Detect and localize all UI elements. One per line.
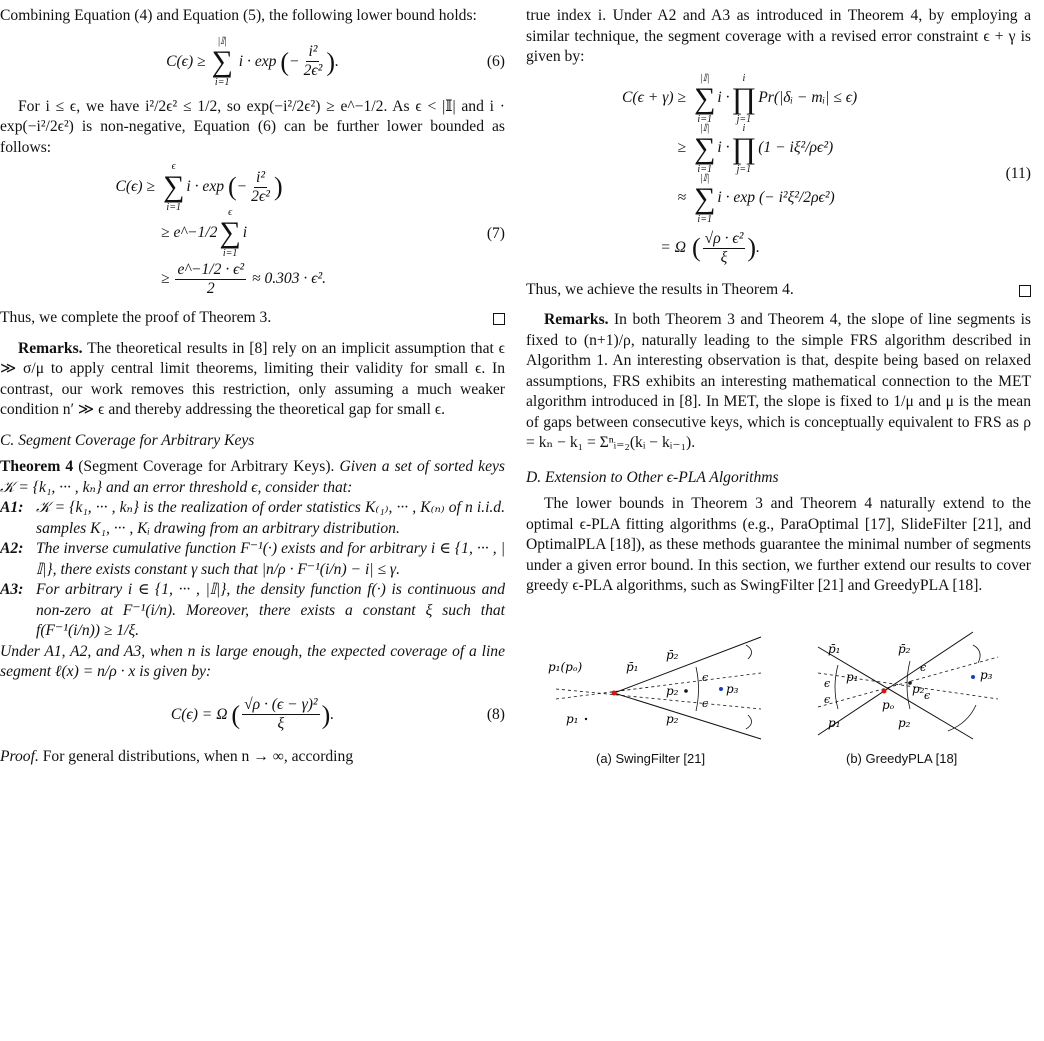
label-p3: p₃: [726, 681, 739, 696]
label-p2-under: p₂: [898, 715, 911, 730]
paragraph-extension: The lower bounds in Theorem 3 and Theorem 4 naturally extend to the optimal ϵ-PLA fitting algorithms (e.g., ParaOptimal [17], SlideFilter [21], and OptimalPLA [18]), as these methods guarantee the minimal number of segments under a given error bound. In this section, we further extend our results to cover greedy ϵ-PLA algorithms, such as SwingFilter [21] and GreedyPLA [18].: [526, 495, 1031, 594]
label-p2-under: p₂: [666, 711, 679, 726]
label-eps-3: ϵ: [920, 660, 927, 674]
label-p1: p₁: [846, 669, 859, 684]
figure-greedypla: [798, 627, 1028, 747]
equation-number: (11): [1005, 164, 1031, 182]
label-eps: ϵ: [824, 676, 831, 690]
equation-11: C(ϵ + γ) ≥ |𝕀| ∑ i=1 i · i ∏ j=1 Pr(|δᵢ − mᵢ| ≤ ϵ) ≥ |𝕀| ∑ i=1 i · i ∏ j=1 (1 − iξ²/ρϵ²) ≈ |𝕀| ∑ i=1 i · exp (− i²ξ²/2ρϵ²) = Ω ( $\frac{\text{√ρ · ϵ²}}{\xi}$ ) . (11): [622, 72, 1031, 266]
label-p1-under: p₁: [828, 715, 841, 730]
paragraph-remarks: Remarks. The theoretical results in [8] rely on an implicit assumption that ϵ ≫ σ/μ to apply central limit theorems, limiting their validity for small ϵ. In contrast, our work removes this restriction, only assuming a much weaker condition n′ ≫ ϵ and thereby addressing the theoretical gap for small ϵ.: [0, 339, 505, 418]
label-p1bar: p̄₁: [828, 641, 841, 656]
paragraph-under: Under A1, A2, and A3, when n is large enough, the expected coverage of a line segment ℓ(x) = n/ρ · x is given by:: [0, 642, 505, 680]
equation-number: (7): [486, 225, 505, 242]
figure-swingfilter: [546, 627, 786, 747]
caption-greedypla: (b) GreedyPLA [18]: [846, 750, 958, 766]
label-eps-4: ϵ: [924, 688, 931, 702]
qed-box: [1019, 285, 1031, 297]
section-heading-d: D. Extension to Other ϵ-PLA Algorithms: [526, 468, 779, 486]
assumption-a2: A2: The inverse cumulative function F⁻¹(·) exists and for arbitrary i ∈ {1, ··· , |𝕀|}, there exists constant γ such that |n/ρ · F⁻¹(i/n) − i| ≤ γ.: [0, 540, 505, 578]
label-p1bar: p̄₁: [626, 659, 639, 674]
label-eps-2: ϵ: [824, 692, 831, 706]
label-p1po: p₁(pₒ): [548, 659, 583, 674]
left-column: [0, 0, 505, 767]
theorem-4: Theorem 4 (Segment Coverage for Arbitrary Keys). Given a set of sorted keys 𝒦 = {k₁, ··· , kₙ} and an error threshold ϵ, consider that:: [0, 458, 505, 496]
paragraph-intro: Combining Equation (4) and Equation (5), the following lower bound holds:: [0, 7, 477, 24]
assumption-a1: A1: 𝒦 = {k₁, ··· , kₙ} is the realization of order statistics K₍₁₎, ··· , K₍ₙ₎ of n i.i.d. samples K₁, ··· , Kᵢ drawing from an arbitrary distribution.: [0, 499, 505, 537]
label-eps: ϵ: [702, 670, 709, 684]
paragraph-remarks-right: Remarks. In both Theorem 3 and Theorem 4, the slope of line segments is fixed to (n+1)/ρ, naturally leading to the simple FRS algorithm described in Algorithm 1. An interesting observation is that, despite being based on relaxed assumptions, FRS exhibits an interesting mathematical connection to the MET algorithm introduced in [8]. In MET, the slope is fixed to 1/μ and μ is the mean of gaps between consecutive keys, which is conceptually equivalent to FRS as ρ = kₙ − k₁ = Σⁿᵢ₌₂(kᵢ − kᵢ₋₁).: [526, 311, 1031, 451]
paragraph-proof: Proof. For general distributions, when n → ∞, according: [0, 747, 354, 765]
paragraph-achieve: Thus, we achieve the results in Theorem 4.: [526, 280, 1031, 301]
label-p2bar: p̄₂: [666, 647, 679, 662]
equation-8: C(ϵ) = Ω ( $\frac{\text{√ρ · (ϵ − γ)²}}{\xi}$ ). (8): [0, 687, 505, 743]
label-p2bar: p̄₂: [898, 641, 911, 656]
paragraph-bound: For i ≤ ϵ, we have i²/2ϵ² ≤ 1/2, so exp(−i²/2ϵ²) ≥ e^−1/2. As ϵ < |𝕀| and i · exp(−i²/2ϵ²) is non-negative, Equation (6) can be further lower bounded as follows:: [0, 97, 505, 156]
caption-swingfilter: (a) SwingFilter [21]: [596, 750, 706, 766]
paragraph-top: true index i. Under A2 and A3 as introduced in Theorem 4, by employing a similar technique, the segment coverage with a revised error constraint ϵ + γ is given by:: [526, 7, 1031, 65]
label-p2: p₂: [666, 683, 679, 698]
equation-7: C(ϵ) ≥ ϵ ∑ i=1 i · exp ( − $\frac{\text{i²}}{\text{2ϵ²}}$ ) ≥ e^−1/2 ϵ ∑ i=1 i ≥ $\frac{\text{e\textasciicircum{}−1/2 · ϵ²}}{2}$ ≈ 0.303 · ϵ². (7): [115, 161, 505, 297]
label-po: pₒ: [882, 697, 895, 712]
figure-pla: [526, 627, 1031, 767]
equation-number: (6): [486, 52, 505, 70]
equation-6: C(ϵ) ≥ |𝕀| ∑ i=1 i · exp (− $\frac{\text{i²}}{\text{2ϵ²}}$ ). (6): [0, 31, 505, 93]
equation-number: (8): [486, 705, 505, 723]
label-p1-under: p₁: [566, 711, 579, 726]
sum-symbol: |𝕀| ∑ i=1: [211, 35, 233, 88]
assumption-a3: A3: For arbitrary i ∈ {1, ··· , |𝕀|}, the density function f(·) is continuous and non-zero at F⁻¹(i/n). Moreover, there exists a constant ξ such that f(F⁻¹(i/n)) ≥ 1/ξ.: [0, 581, 505, 639]
label-eps-2: ϵ: [702, 696, 709, 710]
label-p2: p₂: [912, 681, 925, 696]
label-p3: p₃: [980, 667, 993, 682]
paragraph-complete: Thus, we complete the proof of Theorem 3.: [0, 308, 505, 329]
section-heading-c: C. Segment Coverage for Arbitrary Keys: [0, 431, 255, 449]
right-column: [526, 0, 1031, 767]
qed-box: [493, 313, 505, 325]
